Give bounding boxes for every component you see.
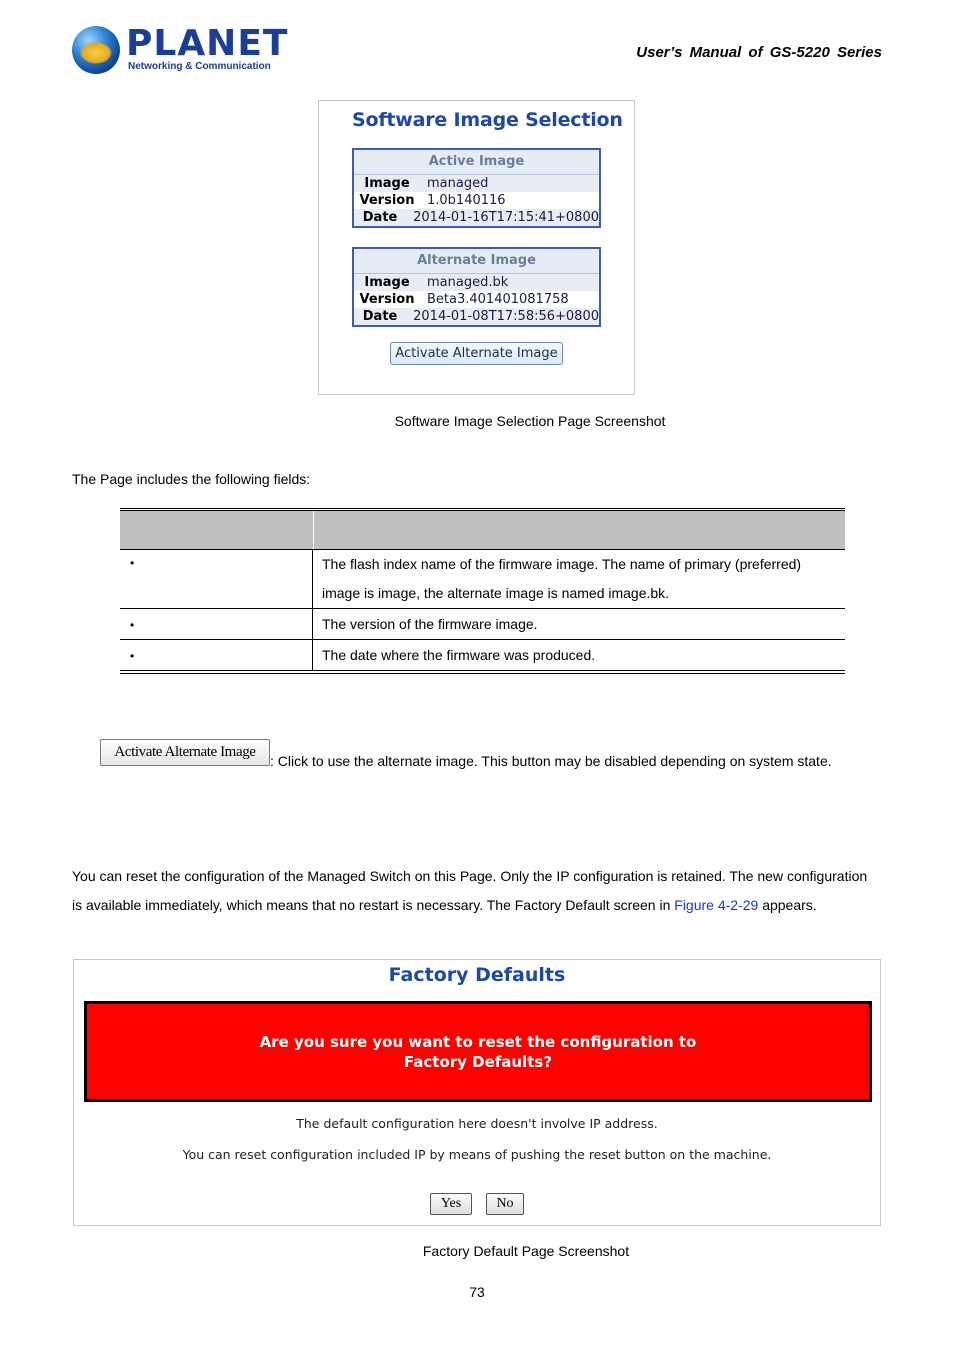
manual-title: User’s Manual of GS-5220 Series <box>636 44 882 61</box>
bullet: • <box>130 618 135 632</box>
table-bottom-rule <box>120 671 845 674</box>
description-cell: The date where the firmware was produced. <box>322 647 596 663</box>
row-value: 2014-01-08T17:58:56+0800 <box>413 309 599 324</box>
logo-name: PLANET <box>126 23 289 64</box>
factory-defaults-title: Factory Defaults <box>388 964 566 986</box>
header-cell-object <box>120 511 314 549</box>
sis-title: Software Image Selection <box>352 109 623 131</box>
no-button[interactable]: No <box>486 1193 524 1215</box>
table-row <box>354 274 599 291</box>
activate-alternate-image-button[interactable]: Activate Alternate Image <box>100 739 270 766</box>
description-line: image is image, the alternate image is named image.bk. <box>322 585 670 601</box>
field-table <box>120 508 845 674</box>
row-value: managed.bk <box>427 275 509 290</box>
bullet: • <box>130 649 135 663</box>
row-label: Version <box>359 193 415 208</box>
paragraph-text-end: appears. <box>758 896 817 913</box>
object-cell <box>120 640 313 670</box>
activate-description: : Click to use the alternate image. This button may be disabled depending on system state. <box>270 753 832 769</box>
table-row <box>120 640 845 671</box>
activate-alternate-image-button[interactable]: Activate Alternate Image <box>390 342 563 365</box>
reset-warning-box <box>84 1001 872 1102</box>
description-cell: The version of the firmware image. <box>322 616 538 632</box>
sis-caption: Software Image Selection Page Screenshot <box>394 413 666 429</box>
description-cell <box>313 550 845 608</box>
object-cell <box>120 550 313 608</box>
table-row <box>354 308 599 325</box>
globe-icon <box>72 26 120 74</box>
note-ip: The default configuration here doesn't involve IP address. <box>296 1116 658 1131</box>
factory-caption: Factory Default Page Screenshot <box>422 1243 630 1259</box>
bullet: • <box>130 556 135 570</box>
alternate-image-header: Alternate Image <box>354 249 599 274</box>
row-value: 1.0b140116 <box>427 193 506 208</box>
table-row <box>120 609 845 640</box>
object-cell <box>120 609 313 639</box>
description-line: The flash index name of the firmware image. The name of primary (preferred) <box>322 556 802 572</box>
table-row <box>354 209 599 226</box>
paragraph-text: You can reset the configuration of the Managed Switch on this Page. Only the IP configuration is retained. The new configuration is available immediately, which means that no restart is necessary. The Factory Default screen in <box>72 868 868 913</box>
alternate-image-table <box>352 247 601 327</box>
table-row <box>120 549 845 609</box>
planet-logo <box>72 23 289 76</box>
warning-line: Factory Defaults? <box>403 1052 553 1071</box>
active-image-table <box>352 148 601 228</box>
yes-button[interactable]: Yes <box>430 1193 472 1215</box>
row-value: managed <box>427 176 489 191</box>
software-image-selection-panel <box>318 100 635 395</box>
active-image-header: Active Image <box>354 150 599 175</box>
factory-paragraph <box>72 862 872 919</box>
page-number: 73 <box>469 1284 485 1300</box>
table-row <box>354 291 599 308</box>
row-value: Beta3.401401081758 <box>427 292 569 307</box>
table-row <box>354 175 599 192</box>
note-reset-button: You can reset configuration included IP by means of pushing the reset button on the machine. <box>182 1147 772 1162</box>
figure-link[interactable]: Figure 4-2-29 <box>674 896 759 913</box>
warning-line: Are you sure you want to reset the configuration to <box>259 1032 697 1051</box>
table-row <box>354 192 599 209</box>
intro-text: The Page includes the following fields: <box>72 471 311 487</box>
row-value: 2014-01-16T17:15:41+0800 <box>413 210 599 225</box>
factory-defaults-panel <box>73 959 881 1226</box>
row-label: Image <box>364 176 410 191</box>
row-label: Image <box>364 275 410 290</box>
row-label: Date <box>362 309 398 324</box>
row-label: Date <box>362 210 398 225</box>
row-label: Version <box>359 292 415 307</box>
logo-tagline: Networking & Communication <box>128 61 271 72</box>
table-header <box>120 511 845 549</box>
